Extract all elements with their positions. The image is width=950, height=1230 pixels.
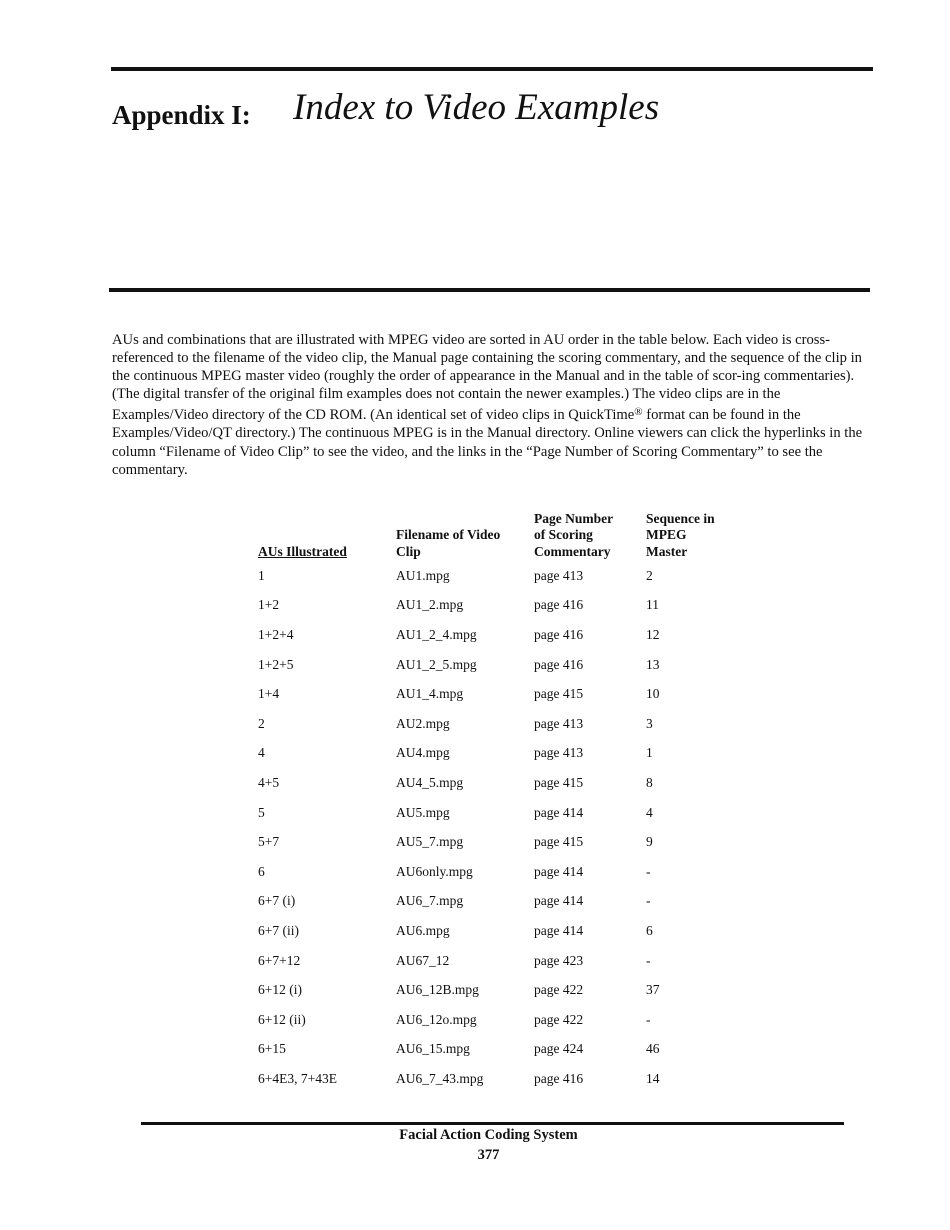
table-row (258, 1005, 756, 1035)
table-row (258, 1035, 756, 1065)
filename-link[interactable]: AU1_2.mpg (396, 597, 464, 613)
table-row (258, 561, 756, 591)
filename-link[interactable]: AU5_7.mpg (396, 834, 464, 850)
table-row (258, 975, 756, 1005)
registered-mark: ® (634, 406, 643, 419)
filename-link[interactable]: AU6_7_43.mpg (396, 1070, 484, 1086)
sequence-cell: 13 (646, 656, 660, 672)
table-row (258, 1064, 756, 1094)
appendix-title: Index to Video Examples (293, 87, 660, 128)
sequence-cell: 8 (646, 774, 653, 790)
aus-cell: 5 (258, 804, 265, 820)
page-link[interactable]: page 415 (534, 774, 584, 790)
sequence-cell: - (646, 863, 651, 879)
header-page-number: Page Number of Scoring Commentary (534, 510, 614, 559)
sequence-cell: 2 (646, 567, 653, 583)
sequence-cell: - (646, 1011, 651, 1027)
sequence-cell: 1 (646, 745, 653, 761)
intro-text: AUs and combinations that are illustrated with MPEG video are sorted in AU order in the table below. Each video is cross-referenced to the filename of the video clip, the Manual page containing the scoring commentary, and the sequence of the clip in the continuous MPEG master video (roughly the order of appearance in the Manual and in the table of scor-ing commentaries). (The digital transfer of the original film examples does not contain the newer examples.) The video clips are in the Examples/Video directory of the CD ROM. (An identical set of video clips in QuickTime (112, 332, 862, 424)
top-rule (111, 67, 873, 71)
table-header-row (258, 508, 756, 561)
page-link[interactable]: page 416 (534, 1070, 584, 1086)
aus-cell: 6+12 (ii) (258, 1011, 306, 1027)
sequence-cell: 12 (646, 626, 660, 642)
aus-cell: 1+4 (258, 686, 280, 702)
filename-link[interactable]: AU2.mpg (396, 715, 450, 731)
table-body (258, 561, 756, 1094)
sequence-cell: - (646, 893, 651, 909)
table-row (258, 709, 756, 739)
filename-link[interactable]: AU6only.mpg (396, 863, 473, 879)
section-rule (109, 288, 870, 292)
aus-cell: 1 (258, 567, 265, 583)
aus-cell: 1+2+4 (258, 626, 294, 642)
filename-link[interactable]: AU6_12B.mpg (396, 982, 479, 998)
sequence-cell: 46 (646, 1041, 660, 1057)
filename-link[interactable]: AU4_5.mpg (396, 774, 464, 790)
sequence-cell: - (646, 952, 651, 968)
sequence-cell: 3 (646, 715, 653, 731)
filename-link[interactable]: AU1.mpg (396, 567, 450, 583)
aus-cell: 2 (258, 715, 265, 731)
sequence-cell: 6 (646, 922, 653, 938)
page-link[interactable]: page 422 (534, 982, 584, 998)
page-link[interactable]: page 422 (534, 1011, 584, 1027)
page-link[interactable]: page 414 (534, 804, 584, 820)
page-link[interactable]: page 416 (534, 597, 584, 613)
filename-link[interactable]: AU6_7.mpg (396, 893, 464, 909)
table-row (258, 768, 756, 798)
page-link[interactable]: page 413 (534, 567, 584, 583)
sequence-cell: 9 (646, 834, 653, 850)
aus-cell: 1+2 (258, 597, 280, 613)
aus-cell: 6+15 (258, 1041, 286, 1057)
aus-cell: 6+7 (ii) (258, 922, 299, 938)
page-link[interactable]: page 416 (534, 656, 584, 672)
aus-cell: 6+7 (i) (258, 893, 296, 909)
aus-cell: 6 (258, 863, 265, 879)
filename-link[interactable]: AU6_12o.mpg (396, 1011, 477, 1027)
table-row (258, 887, 756, 917)
header-filename: Filename of Video Clip (396, 527, 501, 559)
sequence-cell: 14 (646, 1070, 660, 1086)
filename-link[interactable]: AU5.mpg (396, 804, 450, 820)
table-row (258, 591, 756, 621)
page-link[interactable]: page 414 (534, 893, 584, 909)
table-row (258, 739, 756, 769)
intro-text-continued: format can be found in the Examples/Video/QT directory.) The continuous MPEG is in the Manual directory. Online viewers can click the hyperlinks in the column “Filename of Video Clip” to see the video, and the links in the “Page Number of Scoring Commentary” to see the commentary. (112, 407, 863, 478)
page-link[interactable]: page 423 (534, 952, 584, 968)
page-number: 377 (477, 1147, 500, 1163)
aus-cell: 5+7 (258, 834, 280, 850)
sequence-cell: 37 (646, 982, 660, 998)
page-link[interactable]: page 415 (534, 834, 584, 850)
filename-link[interactable]: AU67_12 (396, 952, 450, 968)
aus-cell: 1+2+5 (258, 656, 294, 672)
video-index-table (258, 508, 756, 1094)
page-link[interactable]: page 415 (534, 686, 584, 702)
aus-cell: 6+12 (i) (258, 982, 302, 998)
header-sequence: Sequence in MPEG Master (646, 510, 715, 559)
page-link[interactable]: page 413 (534, 745, 584, 761)
aus-cell: 4+5 (258, 774, 280, 790)
header-aus-illustrated: AUs Illustrated (258, 543, 347, 559)
aus-cell: 6+7+12 (258, 952, 301, 968)
filename-link[interactable]: AU1_4.mpg (396, 686, 464, 702)
table-row (258, 946, 756, 976)
filename-link[interactable]: AU4.mpg (396, 745, 450, 761)
page-link[interactable]: page 413 (534, 715, 584, 731)
appendix-label: Appendix I: (112, 100, 251, 130)
intro-paragraph (112, 331, 870, 479)
footer-title: Facial Action Coding System (399, 1127, 578, 1143)
filename-link[interactable]: AU6.mpg (396, 922, 450, 938)
table-row (258, 827, 756, 857)
filename-link[interactable]: AU1_2_4.mpg (396, 626, 477, 642)
page-link[interactable]: page 414 (534, 863, 584, 879)
filename-link[interactable]: AU1_2_5.mpg (396, 656, 477, 672)
filename-link[interactable]: AU6_15.mpg (396, 1041, 470, 1057)
table-row (258, 679, 756, 709)
sequence-cell: 11 (646, 597, 659, 613)
table-row (258, 916, 756, 946)
page-link[interactable]: page 424 (534, 1041, 584, 1057)
table-row (258, 857, 756, 887)
sequence-cell: 4 (646, 804, 653, 820)
table-row (258, 798, 756, 828)
page-link[interactable]: page 414 (534, 922, 584, 938)
page-link[interactable]: page 416 (534, 626, 584, 642)
aus-cell: 4 (258, 745, 265, 761)
aus-cell: 6+4E3, 7+43E (258, 1070, 337, 1086)
sequence-cell: 10 (646, 686, 660, 702)
footer-rule (141, 1122, 844, 1125)
table-row (258, 620, 756, 650)
table-row (258, 650, 756, 680)
